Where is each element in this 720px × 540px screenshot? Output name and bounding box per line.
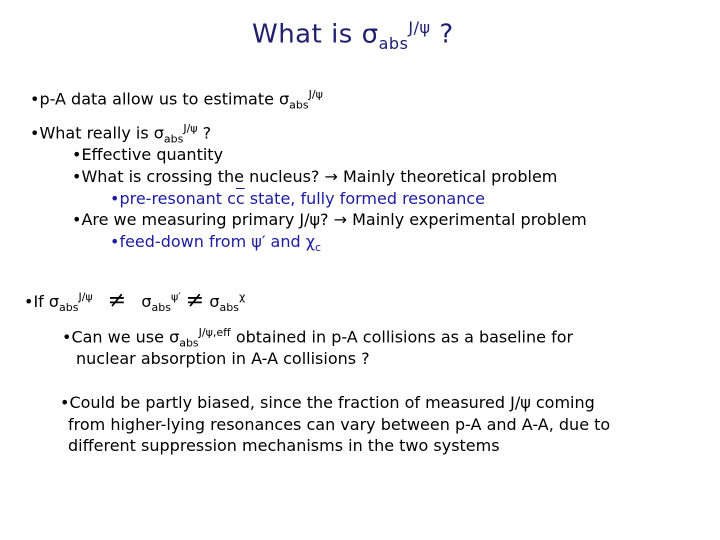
bullet-if-sigma-differ: •If $\sigma_{abs}^{J/\psi} \ne \sigma_{abs}^{\psi'} \ne \sigma_{abs}^\chi$ bbox=[24, 288, 246, 315]
page-title: What is $\sigma_{abs}^{J/\psi}$ ? bbox=[252, 18, 454, 53]
bullet-p-a-estimate: •p-A data allow us to estimate $\sigma_{abs}^{J/\psi}$ bbox=[30, 88, 323, 112]
sub-bullet-crossing-nucleus: •What is crossing the nucleus? → Mainly theoretical problem bbox=[72, 167, 558, 186]
partly-biased-continued-2: different suppression mechanisms in the two systems bbox=[68, 436, 500, 455]
sub-sub-bullet-pre-resonant: •pre-resonant $c\overline{c}$ state, fully formed resonance bbox=[110, 189, 485, 208]
baseline-question-continued: nuclear absorption in A-A collisions ? bbox=[76, 349, 370, 368]
partly-biased-continued-1: from higher-lying resonances can vary between p-A and A-A, due to bbox=[68, 415, 611, 434]
bullet-what-really-is: •What really is $\sigma_{abs}^{J/\psi}$ ? bbox=[30, 122, 212, 146]
sub-bullet-effective-quantity: •Effective quantity bbox=[72, 145, 224, 164]
sub-bullet-primary-jpsi: •Are we measuring primary J/ψ? → Mainly experimental problem bbox=[72, 210, 587, 229]
sub-sub-bullet-feed-down: •feed-down from ψ′ and $\chi_c$ bbox=[110, 232, 322, 255]
sub-bullet-baseline-question: •Can we use $\sigma_{abs}^{J/\psi,eff}$ obtained in p-A collisions as a baseline for bbox=[62, 326, 574, 350]
sub-bullet-partly-biased: •Could be partly biased, since the fraction of measured J/ψ coming bbox=[60, 393, 595, 412]
